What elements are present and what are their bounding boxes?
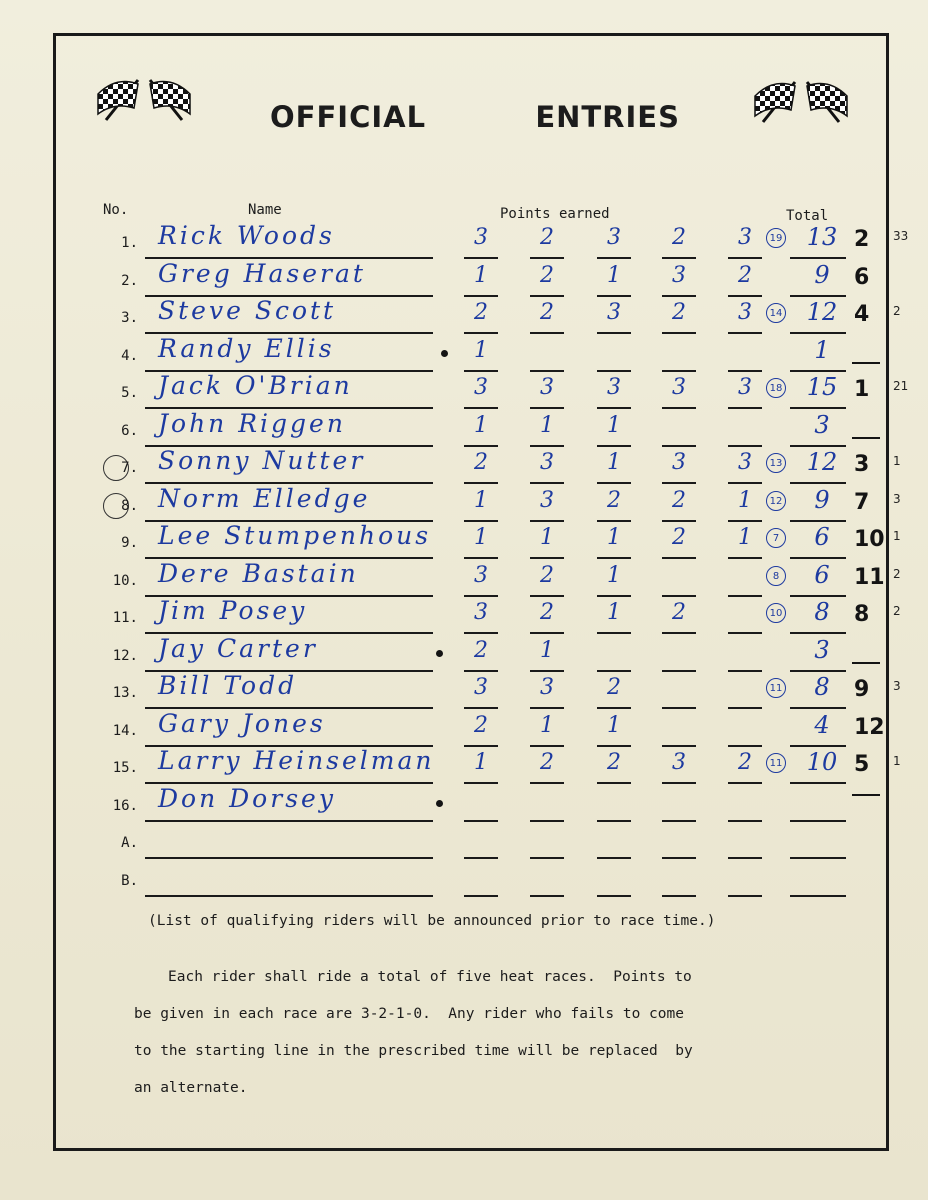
- heat-points: 3: [474, 375, 488, 400]
- heat-points: 3: [738, 450, 752, 475]
- total-underline: [790, 370, 846, 372]
- points-underline: [597, 707, 631, 709]
- points-underline: [728, 257, 762, 259]
- total-underline: [790, 520, 846, 522]
- row-number: 10.: [112, 573, 138, 589]
- rider-total: 3: [814, 636, 830, 664]
- points-underline: [464, 895, 498, 897]
- heat-points: 1: [607, 525, 621, 550]
- points-underline: [530, 632, 564, 634]
- points-underline: [597, 482, 631, 484]
- title-word-official: OFFICIAL: [270, 100, 427, 134]
- rider-name: Sonny Nutter: [158, 446, 366, 475]
- qualify-note: (List of qualifying riders will be announced prior to race time.): [148, 913, 716, 929]
- points-underline: [597, 782, 631, 784]
- finish-rank: 8: [854, 602, 870, 627]
- finish-rank: 10: [854, 527, 885, 552]
- rider-total: 8: [814, 598, 830, 626]
- points-underline: [662, 295, 696, 297]
- total-underline: [790, 820, 846, 822]
- heat-points: 2: [474, 713, 488, 738]
- rider-total: 8: [814, 673, 830, 701]
- rider-name: Steve Scott: [158, 296, 337, 325]
- heat-points: 1: [540, 525, 554, 550]
- rider-name: Randy Ellis: [158, 334, 335, 363]
- points-underline: [597, 632, 631, 634]
- page-title: [270, 100, 680, 134]
- points-underline: [464, 295, 498, 297]
- points-underline: [662, 557, 696, 559]
- heat-points: 2: [540, 263, 554, 288]
- heat-points: 1: [607, 600, 621, 625]
- heat-points: 2: [738, 263, 752, 288]
- heat-points: 3: [672, 375, 686, 400]
- row-number: A.: [121, 835, 138, 851]
- points-underline: [728, 670, 762, 672]
- margin-note: 3: [893, 679, 901, 693]
- points-underline: [662, 257, 696, 259]
- rider-name: Larry Heinselman: [158, 746, 435, 775]
- points-underline: [464, 820, 498, 822]
- total-underline: [790, 857, 846, 859]
- total-underline: [790, 595, 846, 597]
- rider-name: Gary Jones: [158, 709, 326, 738]
- points-underline: [728, 557, 762, 559]
- rider-name: Jim Posey: [158, 596, 308, 625]
- points-underline: [530, 820, 564, 822]
- rank-dash: [852, 437, 880, 439]
- points-underline: [597, 895, 631, 897]
- points-underline: [728, 407, 762, 409]
- row-number: 16.: [112, 798, 138, 814]
- points-underline: [597, 670, 631, 672]
- rider-total: 12: [806, 448, 838, 476]
- points-underline: [464, 670, 498, 672]
- heat-points: 3: [474, 675, 488, 700]
- row-number: 4.: [121, 348, 138, 364]
- row-number: 14.: [112, 723, 138, 739]
- heat-points: 2: [672, 525, 686, 550]
- heat-points: 1: [474, 488, 488, 513]
- heat-points: 1: [474, 413, 488, 438]
- total-underline: [790, 295, 846, 297]
- heat-points: 2: [672, 225, 686, 250]
- heat-points: 3: [540, 450, 554, 475]
- heat-points: 3: [672, 450, 686, 475]
- points-underline: [530, 445, 564, 447]
- circled-tally: 7: [766, 528, 786, 548]
- row-number: 7.: [121, 460, 138, 476]
- header-points: Points earned: [500, 206, 610, 222]
- heat-points: 3: [672, 263, 686, 288]
- points-underline: [728, 445, 762, 447]
- circled-tally: 11: [766, 753, 786, 773]
- points-underline: [662, 707, 696, 709]
- margin-note: 1: [893, 529, 901, 543]
- heat-points: 2: [474, 638, 488, 663]
- row-number: 1.: [121, 235, 138, 251]
- heat-points: 2: [540, 600, 554, 625]
- rider-total: 9: [814, 261, 830, 289]
- rider-name: Lee Stumpenhous: [158, 521, 432, 550]
- margin-note: 2: [893, 304, 901, 318]
- finish-rank: 3: [854, 452, 870, 477]
- points-underline: [464, 332, 498, 334]
- checkered-flags-left-icon: [88, 74, 200, 124]
- total-underline: [790, 482, 846, 484]
- rider-total: 12: [806, 298, 838, 326]
- points-underline: [728, 520, 762, 522]
- total-underline: [790, 557, 846, 559]
- rider-name: Greg Haserat: [158, 259, 366, 288]
- heat-points: 3: [540, 488, 554, 513]
- name-underline: [145, 895, 433, 897]
- points-underline: [662, 482, 696, 484]
- points-underline: [530, 782, 564, 784]
- margin-note: 33: [893, 229, 909, 243]
- rider-total: 4: [814, 711, 830, 739]
- heat-points: 2: [607, 675, 621, 700]
- row-number: 6.: [121, 423, 138, 439]
- points-underline: [530, 670, 564, 672]
- circled-tally: 11: [766, 678, 786, 698]
- row-number: 9.: [121, 535, 138, 551]
- name-underline: [145, 857, 433, 859]
- heat-points: 1: [474, 263, 488, 288]
- points-underline: [597, 295, 631, 297]
- heat-points: 1: [607, 563, 621, 588]
- points-underline: [728, 632, 762, 634]
- row-number: 5.: [121, 385, 138, 401]
- points-underline: [662, 332, 696, 334]
- finish-rank: 2: [854, 227, 870, 252]
- rider-total: 13: [806, 223, 838, 251]
- points-underline: [728, 482, 762, 484]
- rider-name: Don Dorsey: [158, 784, 336, 813]
- total-underline: [790, 445, 846, 447]
- total-underline: [790, 895, 846, 897]
- points-underline: [662, 370, 696, 372]
- points-underline: [728, 295, 762, 297]
- rider-total: 1: [814, 336, 830, 364]
- finish-rank: 4: [854, 302, 870, 327]
- heat-points: 3: [607, 225, 621, 250]
- margin-note: 1: [893, 754, 901, 768]
- points-underline: [464, 782, 498, 784]
- heat-points: 2: [672, 300, 686, 325]
- total-underline: [790, 332, 846, 334]
- row-number: 12.: [112, 648, 138, 664]
- points-underline: [464, 520, 498, 522]
- heat-points: 1: [474, 338, 488, 363]
- points-underline: [597, 370, 631, 372]
- finish-rank: 12: [854, 715, 885, 740]
- points-underline: [597, 595, 631, 597]
- points-underline: [464, 445, 498, 447]
- points-underline: [597, 445, 631, 447]
- heat-points: 2: [607, 488, 621, 513]
- points-underline: [530, 295, 564, 297]
- points-underline: [728, 707, 762, 709]
- points-underline: [530, 557, 564, 559]
- points-underline: [728, 782, 762, 784]
- points-underline: [662, 782, 696, 784]
- heat-points: 1: [607, 263, 621, 288]
- points-underline: [464, 595, 498, 597]
- heat-points: 3: [474, 563, 488, 588]
- points-underline: [530, 895, 564, 897]
- points-underline: [662, 632, 696, 634]
- heat-points: 1: [607, 413, 621, 438]
- margin-note: 2: [893, 567, 901, 581]
- margin-dot: [436, 800, 443, 807]
- header-name: Name: [248, 202, 282, 218]
- points-underline: [597, 520, 631, 522]
- total-underline: [790, 670, 846, 672]
- points-underline: [728, 820, 762, 822]
- total-underline: [790, 782, 846, 784]
- heat-points: 1: [474, 750, 488, 775]
- header-no: No.: [103, 202, 129, 218]
- heat-points: 2: [540, 563, 554, 588]
- heat-points: 3: [540, 675, 554, 700]
- row-number: B.: [121, 873, 138, 889]
- rider-total: 9: [814, 486, 830, 514]
- points-underline: [530, 745, 564, 747]
- heat-points: 2: [540, 300, 554, 325]
- row-number: 8.: [121, 498, 138, 514]
- rider-total: 3: [814, 411, 830, 439]
- heat-points: 2: [607, 750, 621, 775]
- rider-total: 6: [814, 561, 830, 589]
- points-underline: [728, 857, 762, 859]
- margin-note: 1: [893, 454, 901, 468]
- points-underline: [530, 707, 564, 709]
- points-underline: [530, 595, 564, 597]
- points-underline: [662, 407, 696, 409]
- points-underline: [464, 370, 498, 372]
- points-underline: [464, 257, 498, 259]
- row-number: 11.: [112, 610, 138, 626]
- total-underline: [790, 257, 846, 259]
- points-underline: [662, 745, 696, 747]
- heat-points: 1: [738, 488, 752, 513]
- rider-name: Norm Elledge: [158, 484, 371, 513]
- rider-total: 15: [806, 373, 838, 401]
- rider-name: Rick Woods: [158, 221, 335, 250]
- heat-points: 3: [672, 750, 686, 775]
- points-underline: [728, 895, 762, 897]
- margin-dot: [436, 650, 443, 657]
- heat-points: 1: [607, 450, 621, 475]
- row-number: 3.: [121, 310, 138, 326]
- points-underline: [597, 820, 631, 822]
- row-number: 13.: [112, 685, 138, 701]
- circled-tally: 13: [766, 453, 786, 473]
- rank-dash: [852, 662, 880, 664]
- heat-points: 2: [474, 450, 488, 475]
- heat-points: 3: [607, 375, 621, 400]
- margin-note: 3: [893, 492, 901, 506]
- points-underline: [530, 332, 564, 334]
- points-underline: [728, 332, 762, 334]
- heat-points: 1: [540, 713, 554, 738]
- margin-note: 21: [893, 379, 909, 393]
- rider-name: John Riggen: [158, 409, 346, 438]
- points-underline: [464, 482, 498, 484]
- points-underline: [530, 257, 564, 259]
- points-underline: [662, 445, 696, 447]
- points-underline: [662, 670, 696, 672]
- finish-rank: 5: [854, 752, 870, 777]
- rank-dash: [852, 794, 880, 796]
- heat-points: 2: [672, 488, 686, 513]
- rider-name: Jack O'Brian: [158, 371, 353, 400]
- points-underline: [597, 257, 631, 259]
- circled-tally: 18: [766, 378, 786, 398]
- circled-tally: 14: [766, 303, 786, 323]
- points-underline: [530, 482, 564, 484]
- points-underline: [662, 520, 696, 522]
- points-underline: [464, 707, 498, 709]
- total-underline: [790, 745, 846, 747]
- heat-points: 2: [540, 225, 554, 250]
- rules-line-4: an alternate.: [134, 1080, 248, 1096]
- heat-points: 3: [540, 375, 554, 400]
- finish-rank: 9: [854, 677, 870, 702]
- heat-points: 3: [738, 300, 752, 325]
- rider-total: 6: [814, 523, 830, 551]
- heat-points: 2: [474, 300, 488, 325]
- heat-points: 1: [474, 525, 488, 550]
- heat-points: 3: [738, 225, 752, 250]
- points-underline: [662, 857, 696, 859]
- finish-rank: 6: [854, 265, 870, 290]
- row-number: 15.: [112, 760, 138, 776]
- heat-points: 3: [738, 375, 752, 400]
- heat-points: 3: [474, 225, 488, 250]
- points-underline: [728, 745, 762, 747]
- heat-points: 1: [738, 525, 752, 550]
- header-total: Total: [786, 208, 829, 224]
- rider-total: 10: [806, 748, 838, 776]
- points-underline: [662, 895, 696, 897]
- points-underline: [597, 857, 631, 859]
- rules-line-2: be given in each race are 3-2-1-0. Any rider who fails to come: [134, 1006, 684, 1022]
- points-underline: [530, 520, 564, 522]
- title-word-entries: ENTRIES: [535, 100, 680, 134]
- circled-tally: 10: [766, 603, 786, 623]
- heat-points: 3: [607, 300, 621, 325]
- circled-tally: 8: [766, 566, 786, 586]
- rider-name: Bill Todd: [158, 671, 298, 700]
- rider-name: Jay Carter: [158, 634, 318, 663]
- points-underline: [728, 370, 762, 372]
- points-underline: [597, 407, 631, 409]
- points-underline: [464, 407, 498, 409]
- checkered-flags-right-icon: [745, 76, 857, 126]
- points-underline: [728, 595, 762, 597]
- circled-tally: 12: [766, 491, 786, 511]
- rank-dash: [852, 362, 880, 364]
- margin-note: 2: [893, 604, 901, 618]
- points-underline: [464, 857, 498, 859]
- points-underline: [464, 632, 498, 634]
- finish-rank: 11: [854, 565, 885, 590]
- name-underline: [145, 820, 433, 822]
- total-underline: [790, 407, 846, 409]
- points-underline: [530, 857, 564, 859]
- rules-line-1: Each rider shall ride a total of five heat races. Points to: [168, 969, 692, 985]
- points-underline: [464, 557, 498, 559]
- total-underline: [790, 632, 846, 634]
- heat-points: 1: [607, 713, 621, 738]
- margin-dot: [441, 350, 448, 357]
- heat-points: 2: [738, 750, 752, 775]
- points-underline: [662, 820, 696, 822]
- heat-points: 2: [540, 750, 554, 775]
- circled-tally: 19: [766, 228, 786, 248]
- heat-points: 1: [540, 413, 554, 438]
- points-underline: [530, 407, 564, 409]
- finish-rank: 7: [854, 490, 870, 515]
- points-underline: [597, 332, 631, 334]
- points-underline: [464, 745, 498, 747]
- heat-points: 2: [672, 600, 686, 625]
- points-underline: [662, 595, 696, 597]
- points-underline: [530, 370, 564, 372]
- rider-name: Dere Bastain: [158, 559, 359, 588]
- finish-rank: 1: [854, 377, 870, 402]
- heat-points: 1: [540, 638, 554, 663]
- row-number: 2.: [121, 273, 138, 289]
- total-underline: [790, 707, 846, 709]
- points-underline: [597, 745, 631, 747]
- points-underline: [597, 557, 631, 559]
- heat-points: 3: [474, 600, 488, 625]
- rules-line-3: to the starting line in the prescribed time will be replaced by: [134, 1043, 693, 1059]
